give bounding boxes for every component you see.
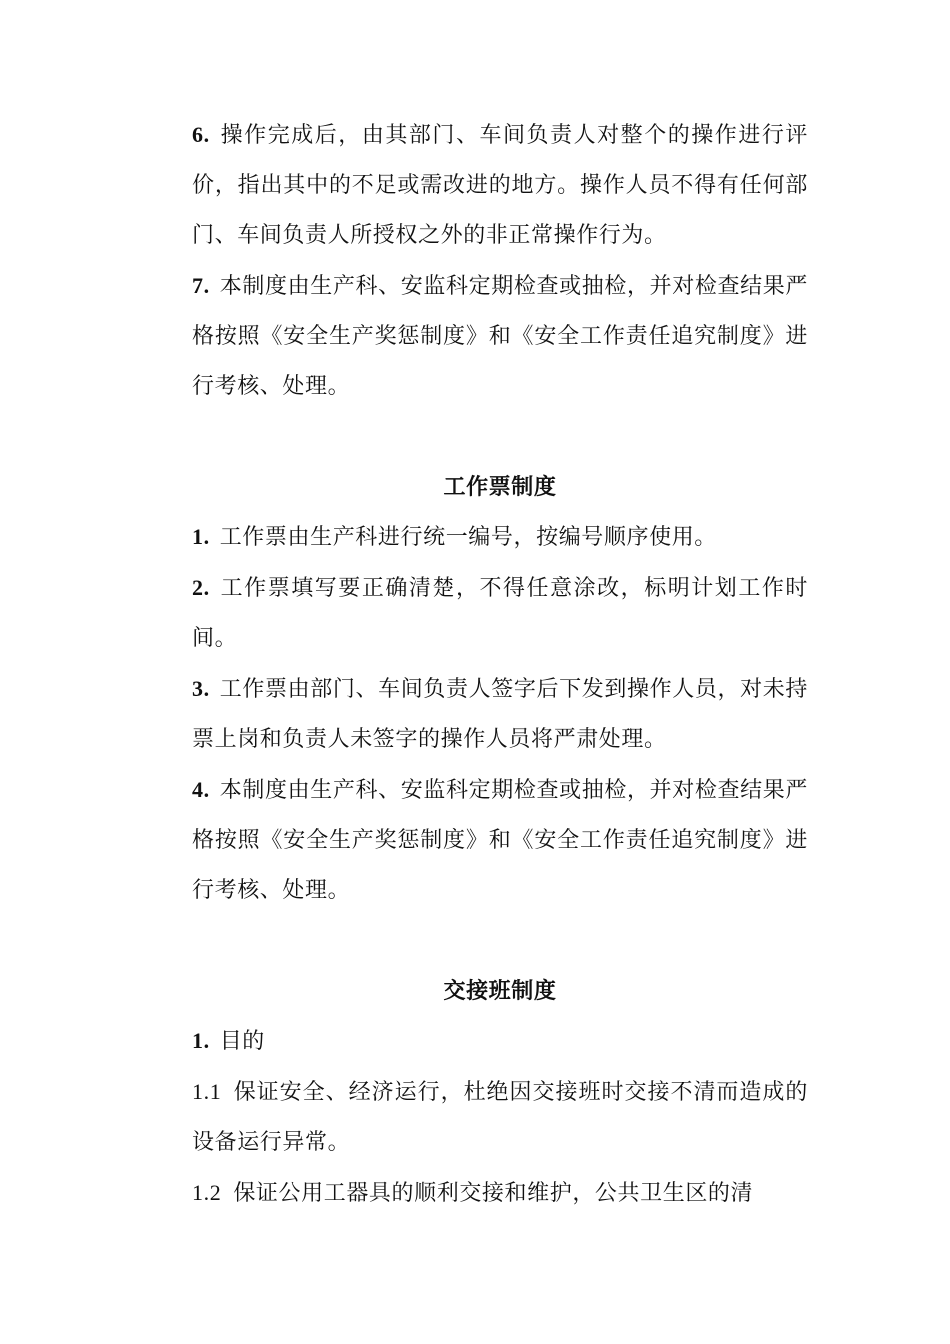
item-number: 1.1 bbox=[192, 1079, 222, 1104]
item-text: 工作票由部门、车间负责人签字后下发到操作人员，对未持票上岗和负责人未签字的操作人员将严肃处理。 bbox=[192, 677, 808, 752]
item-text: 本制度由生产科、安监科定期检查或抽检，并对检查结果严格按照《安全生产奖惩制度》和《安全工作责任追究制度》进行考核、处理。 bbox=[192, 778, 808, 903]
list-item-1-2 bbox=[192, 1168, 808, 1219]
item-number: 7. bbox=[192, 273, 210, 298]
section-title-handover: 交接班制度 bbox=[443, 978, 557, 1004]
section-title-work-ticket: 工作票制度 bbox=[443, 474, 557, 500]
item-number: 6. bbox=[192, 122, 210, 147]
list-item-1 bbox=[192, 512, 808, 563]
item-text: 保证安全、经济运行，杜绝因交接班时交接不清而造成的设备运行异常。 bbox=[192, 1080, 808, 1155]
list-item-2 bbox=[192, 563, 808, 664]
list-item-7 bbox=[192, 261, 808, 412]
item-number: 1. bbox=[192, 1028, 210, 1053]
list-item-6 bbox=[192, 110, 808, 261]
item-text: 操作完成后，由其部门、车间负责人对整个的操作进行评价，指出其中的不足或需改进的地方。操作人员不得有任何部门、车间负责人所授权之外的非正常操作行为。 bbox=[192, 123, 808, 248]
list-item-1 bbox=[192, 1016, 808, 1067]
item-number: 2. bbox=[192, 575, 210, 600]
list-item-3 bbox=[192, 664, 808, 765]
item-text: 本制度由生产科、安监科定期检查或抽检，并对检查结果严格按照《安全生产奖惩制度》和《安全工作责任追究制度》进行考核、处理。 bbox=[192, 274, 808, 399]
item-number: 1. bbox=[192, 524, 210, 549]
item-text: 工作票由生产科进行统一编号，按编号顺序使用。 bbox=[219, 525, 717, 550]
section-gap bbox=[192, 916, 808, 966]
list-item-1-1 bbox=[192, 1067, 808, 1168]
section-gap bbox=[192, 412, 808, 462]
item-number: 3. bbox=[192, 676, 210, 701]
item-number: 4. bbox=[192, 777, 210, 802]
document-body bbox=[192, 110, 808, 1219]
list-item-4 bbox=[192, 765, 808, 916]
item-text: 工作票填写要正确清楚，不得任意涂改，标明计划工作时间。 bbox=[192, 576, 808, 651]
item-number: 1.2 bbox=[192, 1180, 222, 1205]
item-text: 目的 bbox=[219, 1029, 265, 1054]
item-text: 保证公用工器具的顺利交接和维护，公共卫生区的清 bbox=[233, 1181, 754, 1206]
